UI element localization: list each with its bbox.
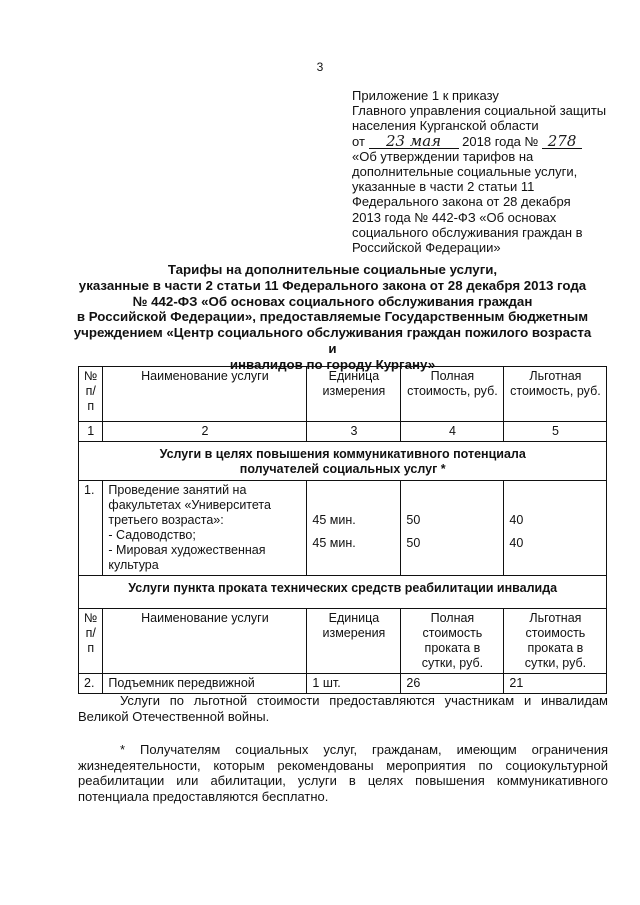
title-line: учреждением «Центр социального обслуживания граждан пожилого возраста и: [73, 325, 592, 356]
column-number: 2: [103, 422, 307, 442]
section-title-communication: Услуги в целях повышения коммуникативного потенциала получателей социальных услуг *: [79, 442, 607, 481]
full-price-value: 26: [401, 674, 504, 694]
section-row: [79, 442, 607, 481]
handwritten-date: 23 мая: [369, 135, 459, 149]
service-name: Подъемник передвижной: [103, 674, 307, 694]
note-reduced-price: [78, 693, 608, 724]
appendix-line: Главного управления социальной защиты: [352, 103, 607, 119]
handwritten-order-number: 278: [542, 135, 582, 149]
appendix-desc-line: указанные в части 2 статьи 11: [352, 179, 535, 195]
table-row: [79, 674, 607, 694]
appendix-desc-line: дополнительные социальные услуги,: [352, 164, 578, 180]
column-number: 1: [79, 422, 103, 442]
year-text: 2018 года №: [462, 133, 539, 149]
note-free-services: [78, 742, 608, 804]
reduced-price-value: 40: [509, 536, 524, 550]
full-price-value: 50: [406, 536, 421, 550]
appendix-desc-line: «Об утверждении тарифов на: [352, 148, 534, 164]
column-number: 5: [504, 422, 607, 442]
unit-value: 1 шт.: [307, 674, 401, 694]
appendix-line: Приложение 1 к приказу: [352, 88, 499, 103]
document-title: [70, 262, 595, 373]
title-line: указанные в части 2 статьи 11 Федерального закона от 28 декабря 2013 года: [78, 277, 587, 293]
col-header-number: № п/п: [79, 609, 103, 674]
full-price-cell: [401, 481, 504, 576]
appendix-desc-line: Российской Федерации»: [352, 240, 501, 256]
unit-cell: [307, 481, 401, 576]
title-line: в Российской Федерации», предоставляемые Государственным бюджетным: [76, 309, 589, 325]
col-header-reduced-price: Льготная стоимость проката в сутки, руб.: [504, 609, 607, 674]
col-header-unit: Единица измерения: [307, 367, 401, 422]
appendix-desc-line: Федерального закона от 28 декабря: [352, 194, 571, 210]
column-number: 4: [401, 422, 504, 442]
row-number: 1.: [79, 481, 103, 576]
col-header-service: Наименование услуги: [103, 609, 307, 674]
reduced-price-cell: [504, 481, 607, 576]
from-prefix: от: [352, 133, 365, 149]
title-line: Тарифы на дополнительные социальные услуги,: [167, 262, 498, 277]
unit-value: 45 мин.: [312, 536, 356, 550]
page-number: 3: [316, 60, 324, 74]
unit-value: 45 мин.: [312, 513, 356, 527]
table-header-row: [79, 367, 607, 422]
note-text: Услуги по льготной стоимости предоставляются участникам и инвалидам Великой Отечественной войны.: [78, 693, 608, 724]
appendix-line: населения Курганской области: [352, 118, 539, 134]
note-text: * Получателям социальных услуг, гражданам, имеющим ограничения жизнедеятельности, которым рекомендованы мероприятия по социокультурной реабилитации или абилитации, услуги в целях повышения коммуникативного потенциала предоставляются бесплатно.: [78, 742, 608, 804]
service-name: Проведение занятий на факультетах «Университета третьего возраста»:: [108, 483, 271, 527]
full-price-value: 50: [406, 513, 421, 527]
table-row: [79, 481, 607, 576]
column-number: 3: [307, 422, 401, 442]
col-header-service: Наименование услуги: [103, 367, 307, 422]
reduced-price-value: 21: [504, 674, 607, 694]
service-item: - Садоводство;: [108, 528, 196, 542]
appendix-desc-line: социального обслуживания граждан в: [352, 224, 583, 240]
col-header-number: № п/п: [79, 367, 103, 422]
col-header-full-price: Полная стоимость проката в сутки, руб.: [401, 609, 504, 674]
col-header-unit: Единица измерения: [307, 609, 401, 674]
service-name-cell: [103, 481, 307, 576]
appendix-date-line: [352, 131, 622, 150]
col-header-reduced-price: Льготная стоимость, руб.: [504, 367, 607, 422]
reduced-price-value: 40: [509, 513, 524, 527]
tariff-table: [78, 366, 607, 694]
table-header-row: [79, 609, 607, 674]
section-title-rental: Услуги пункта проката технических средств реабилитации инвалида: [79, 576, 607, 609]
col-header-full-price: Полная стоимость, руб.: [401, 367, 504, 422]
section-row: [79, 576, 607, 609]
service-item: - Мировая художественная культура: [108, 543, 266, 572]
column-number-row: [79, 422, 607, 442]
appendix-desc-line: 2013 года № 442-ФЗ «Об основах: [352, 209, 557, 225]
title-line: № 442-ФЗ «Об основах социального обслуживания граждан: [132, 293, 533, 309]
title-line: инвалидов по городу Кургану»: [229, 356, 436, 372]
appendix-header: [352, 88, 622, 255]
row-number: 2.: [79, 674, 103, 694]
